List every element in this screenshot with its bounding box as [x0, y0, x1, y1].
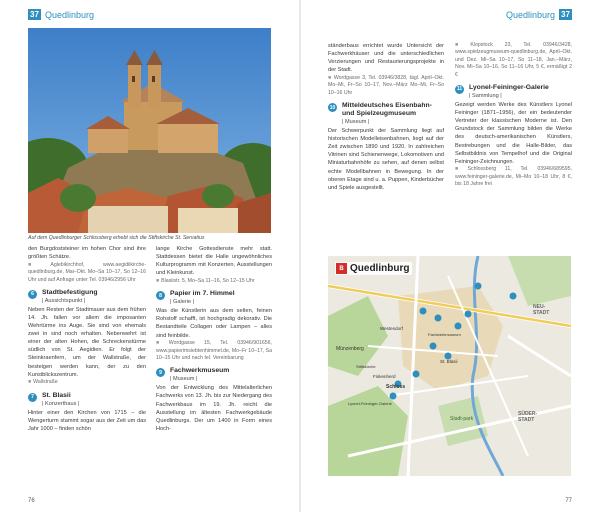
chapter-number-badge: 37	[559, 9, 572, 20]
info-line: ■ Wallstraße	[28, 379, 58, 386]
right-page-number: 77	[565, 498, 572, 504]
intro-paragraph: den Burgdoststeiner im hohen Chor sind ihre größten Schätze.	[28, 246, 146, 261]
map-label-feininger: Lyonel-Feininger-Galerie	[348, 401, 392, 406]
entry-body: Gezeigt werden Werke des Künstlers Lyonel Feininger (1871–1956), der ein bedeutender Vertreter der klassischen Moderne ist. Den Grundstock der Sammlung bilden die Werke des deutsch-amerikanischen Künstlers, Bestrebungen und die Halle-Bilder, das Selbstbildnis von Tempelhof und die Original Feininger-Zeichnungen.	[455, 102, 572, 165]
entry-title	[170, 290, 235, 306]
left-column-1	[28, 245, 146, 433]
info-line: ■ Schlossberg 11, Tel. 03946/689595, www.feininger-galerie.de, Mi–Mo 10–18 Uhr, 8 €, bis 18 Jahre frei	[455, 166, 572, 188]
map-label-fachwerkmuseum: Fachwerkmuseum	[428, 332, 461, 337]
entry-number-badge: 9	[156, 368, 165, 377]
map-label-text: STADT	[533, 310, 550, 316]
entry-number-badge: 10	[329, 104, 336, 111]
entry-title-text: Stadtbefestigung	[42, 288, 98, 296]
right-column-1	[328, 42, 444, 192]
castle-photo	[28, 28, 271, 233]
entry-body: Der Schwerpunkt der Sammlung liegt auf historischen Modelleisenbahnen, liegt auf der Zeit zwischen 1890 und 1920. In zahlreichen Vitrinen sind Schienenwege, Lokomotiven und Miniaturbahnhöfe zu sehen, auf denen selbst echte Modellbahnen in Bewegung. In der oberen Etage sind u. a. Puppen, Kinderbücher und Spiele ausgestellt.	[328, 128, 444, 191]
info-text: Aglebikirchhof, www.aegidiikirche-quedlinburg.de, Mai–Okt. Mo–Sa 10–17, So 12–16 Uhr und auf Anfrage unter Tel. 03946/2956 Uhr	[28, 261, 146, 283]
info-text: Blasiistr. 5, Mo–Sa 11–16, So 12–15 Uhr	[161, 277, 255, 284]
intro-paragraph: ständerbaus errichtet wurde Untersicht der Fachwerkhäuser und die unterschiedlichen Verzierungen und Restaurierungsprojekte in der Stadt.	[328, 43, 444, 74]
entry-heading	[156, 367, 272, 383]
map-badge: B	[336, 263, 347, 274]
map-label-st-blasii: St. Blasii	[440, 359, 458, 364]
info-text: Schlossberg 11, Tel. 03946/689595, www.feininger-galerie.de, Mi–Mo 10–18 Uhr, 8 €, bis 18 Jahre frei	[455, 166, 572, 188]
entry-body: Was die Künstlerin aus dem selten, feinen Rohstoff schafft, ist hochgradig dekorativ. Die Bestandteile Collagen oder Lampen – alles sind feinbilde.	[156, 308, 272, 339]
info-text: Klopstock 23, Tel. 03946/3428, www.spielzeugmuseum-quedlinburg.de, April–Okt. und Dez. Mi–Sa 10–17, So 11–18, Jan.–März, Nov. Mi–Sa 10–16, So 11–16 Uhr, 5 €, ermäßigt 2 €	[455, 42, 572, 78]
map-title	[335, 262, 412, 275]
info-text: Wordgasse 15, Tel. 03946/901656, www.papierimsiebtenhimmel.de, Mo–Fr 10–17, Sa 10–15 Uhr und nach tel. Vereinbarung	[156, 340, 272, 361]
entry-category: | Galerie |	[170, 299, 195, 306]
info-text: Wallstraße	[33, 379, 58, 386]
entry-number-badge: 11	[456, 86, 463, 93]
entry-heading	[455, 84, 572, 100]
entry-title	[170, 367, 229, 383]
map-label-muenzenberg: Münzenberg	[336, 346, 364, 352]
left-column-2	[156, 245, 272, 433]
entry-title-text: Fachwerkmuseum	[170, 367, 230, 375]
info-line: ■ Aglebikirchhof, www.aegidiikirche-quedlinburg.de, Mai–Okt. Mo–Sa 10–17, So 12–16 Uhr und auf Anfrage unter Tel. 03946/2956 Uhr	[28, 261, 146, 283]
entry-body: Neben Resten der Stadtmauer aus dem frühen 14. Jh. fallen vor allem die imposanten Wehrtürme ins Auge. Sie sind von ehemals zwei in sind noch erhalten. Nebenwehrt ist einer der alten Hohen, die Schreckenstürme südlich von St. Aegidien. Er folgt der Steinkraenfern, um der Wallstraße, der besteigen werden kann, der zu den Kunstblickszentrum.	[28, 306, 146, 378]
map-label-finkenherd: Finkenherd	[373, 374, 396, 379]
entry-heading	[328, 102, 444, 126]
entry-title-text: Mitteldeutsches Eisenbahn- und Spielzeugmuseum	[342, 102, 432, 118]
entry-number-badge: 8	[156, 291, 165, 300]
info-line: ■ Blasiistr. 5, Mo–Sa 11–16, So 12–15 Uhr	[156, 277, 255, 284]
entry-category: | Aussichtspunkt |	[42, 297, 86, 304]
map-label-text: STADT	[518, 417, 535, 423]
chapter-title: Quedlinburg	[505, 9, 555, 20]
map-label-westendorf: Westendorf	[380, 326, 403, 331]
entry-heading	[28, 392, 146, 408]
entry-title	[469, 84, 549, 100]
entry-category: | Museum |	[342, 119, 370, 126]
chapter-title: Quedlinburg	[45, 9, 95, 20]
map-label-neustadt	[533, 304, 549, 316]
entry-category: | Konzerthaus |	[42, 400, 80, 407]
entry-title-text: St. Blasii	[42, 391, 71, 399]
entry-category: | Museum |	[170, 376, 198, 383]
photo-caption: Auf dem Quedlinburger Schlossberg erhebt sich die Stiftskirche St. Servatius	[28, 235, 205, 241]
map-label-stiftskirche: Stiftskirche	[356, 364, 376, 369]
info-line: ■ Wordgasse 15, Tel. 03946/901656, www.papierimsiebtenhimmel.de, Mo–Fr 10–17, Sa 10–15 Uhr und nach tel. Vereinbarung	[156, 340, 272, 361]
map-label-stadtpark: Stadt-park	[450, 416, 474, 422]
right-running-header	[502, 9, 572, 20]
map-label-schloss: Schloss	[386, 384, 406, 390]
entry-title-text: Papier im 7. Himmel	[170, 290, 235, 298]
entry-heading	[28, 289, 146, 305]
city-map	[328, 256, 571, 476]
left-page-number: 76	[28, 498, 35, 504]
map-label-text: SÜDER-	[518, 411, 538, 417]
info-text: Wordgasse 3, Tel. 03946/3828, tägl. April–Okt. Mo–Mi, Fr–So 10–17, Nov.–März Mo–Mi, Fr–So 10–16 Uhr	[328, 74, 444, 96]
entry-body: Von der Entwicklung des Mittelalterlichen Fachwerks von 13. Jh. bis zur Niedergang des Fachwerkbaus im 19. Jh. reicht die Ausstellung im ältesten Fachwerkgebäude Quedlinburgs. Der um 1400 in Form eines Hoch-	[156, 385, 272, 432]
entry-title-text: Lyonel-Feininger-Galerie	[469, 84, 549, 92]
chapter-number-badge: 37	[28, 9, 41, 20]
right-column-2	[455, 42, 572, 189]
map-title-text: Quedlinburg	[350, 263, 410, 274]
entry-body: Hinter einer den Kirchen von 1715 – die Wengerturm stammt sogar aus der Zeit um das Jahr 1000 – finden schön	[28, 409, 146, 432]
info-line: ■ Klopstock 23, Tel. 03946/3428, www.spielzeugmuseum-quedlinburg.de, April–Okt. und Dez. Mi–Sa 10–17, So 11–18, Jan.–März, Nov. Mi–Sa 10–16, So 11–16 Uhr, 5 €, ermäßigt 2 €	[455, 42, 572, 78]
entry-title	[342, 102, 444, 126]
map-label-text: NEU-	[533, 304, 546, 310]
entry-title	[42, 289, 98, 305]
entry-number-badge: 7	[28, 393, 37, 402]
intro-paragraph: lange Kirche Gottesdienste mehr statt. Stattdessen bietet die Halle ungewöhnliches Kulturprogramm mit Konzerten, Ausstellungen und Kleinkunst.	[156, 246, 272, 277]
left-running-header	[28, 9, 98, 20]
info-line: ■ Wordgasse 3, Tel. 03946/3828, tägl. April–Okt. Mo–Mi, Fr–So 10–17, Nov.–März Mo–Mi, Fr–So 10–16 Uhr	[328, 74, 444, 96]
entry-number-badge: 6	[28, 290, 37, 299]
entry-title	[42, 392, 79, 408]
entry-category: | Sammlung |	[469, 93, 502, 100]
entry-heading	[156, 290, 272, 306]
map-label-suederstadt	[518, 411, 537, 423]
